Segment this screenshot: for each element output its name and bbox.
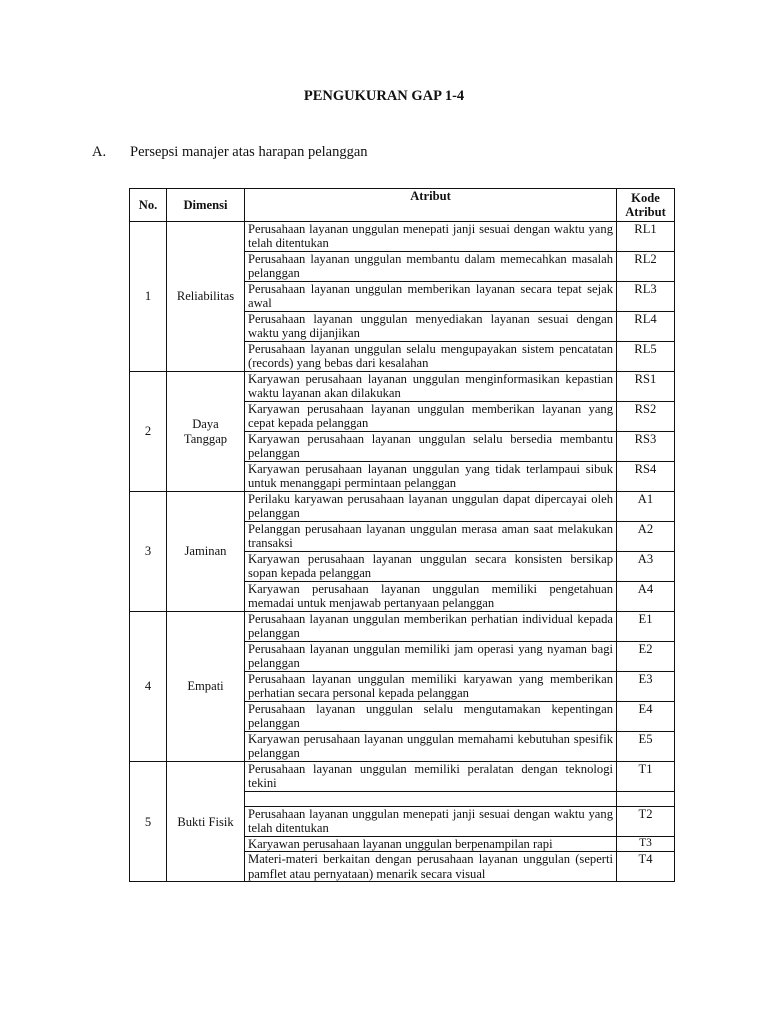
attribute-code: E4 (617, 702, 675, 732)
attribute-code: RS2 (617, 402, 675, 432)
group-dimension: Jaminan (167, 492, 245, 612)
group-dimension: Empati (167, 612, 245, 762)
table-row (130, 762, 675, 792)
attribute-text: Karyawan perusahaan layanan unggulan memberikan layanan yang cepat kepada pelanggan (245, 402, 617, 432)
attribute-text: Perusahaan layanan unggulan selalu mengupayakan sistem pencatatan (records) yang bebas dari kesalahan (245, 342, 617, 372)
attribute-code: A2 (617, 522, 675, 552)
attribute-code: E1 (617, 612, 675, 642)
header-atribut: Atribut (245, 189, 617, 222)
attribute-code: A1 (617, 492, 675, 522)
attribute-text: Perusahaan layanan unggulan memiliki peralatan dengan teknologi tekini (245, 762, 617, 792)
attribute-text: Perusahaan layanan unggulan menyediakan layanan sesuai dengan waktu yang dijanjikan (245, 312, 617, 342)
attribute-code: RS1 (617, 372, 675, 402)
attribute-text: Karyawan perusahaan layanan unggulan selalu bersedia membantu pelanggan (245, 432, 617, 462)
attribute-code: T3 (617, 837, 675, 852)
group-dimension: Daya Tanggap (167, 372, 245, 492)
attribute-code: T4 (617, 852, 675, 882)
group-dimension: Reliabilitas (167, 222, 245, 372)
attribute-code: E3 (617, 672, 675, 702)
attribute-code: RS4 (617, 462, 675, 492)
header-dimensi: Dimensi (167, 189, 245, 222)
attribute-code: T1 (617, 762, 675, 792)
attribute-text: Perusahaan layanan unggulan memberikan layanan secara tepat sejak awal (245, 282, 617, 312)
section-heading (92, 144, 368, 161)
attribute-text: Perusahaan layanan unggulan memberikan perhatian individual kepada pelanggan (245, 612, 617, 642)
attribute-text: Karyawan perusahaan layanan unggulan berpenampilan rapi (245, 837, 617, 852)
attribute-text: Perusahaan layanan unggulan memiliki jam operasi yang nyaman bagi pelanggan (245, 642, 617, 672)
attribute-code: RL3 (617, 282, 675, 312)
page-title: PENGUKURAN GAP 1-4 (303, 88, 465, 104)
attribute-text: Karyawan perusahaan layanan unggulan memahami kebutuhan spesifik pelanggan (245, 732, 617, 762)
attribute-text: Perusahaan layanan unggulan menepati janji sesuai dengan waktu yang telah ditentukan (245, 807, 617, 837)
table-row (130, 372, 675, 402)
section-letter: A. (92, 144, 107, 160)
spacer-cell (245, 792, 617, 807)
attribute-text: Karyawan perusahaan layanan unggulan memiliki pengetahuan memadai untuk menjawab pertanyaan pelanggan (245, 582, 617, 612)
header-kode: Kode Atribut (617, 189, 675, 222)
attribute-code: E2 (617, 642, 675, 672)
attribute-code: RL4 (617, 312, 675, 342)
attribute-code: RL1 (617, 222, 675, 252)
attribute-text: Pelanggan perusahaan layanan unggulan merasa aman saat melakukan transaksi (245, 522, 617, 552)
table-row (130, 612, 675, 642)
attribute-table (129, 188, 675, 882)
attribute-code: RL2 (617, 252, 675, 282)
attribute-text: Materi-materi berkaitan dengan perusahaan layanan unggulan (seperti pamflet atau pernyataan) menarik secara visual (245, 852, 617, 882)
attribute-text: Perusahaan layanan unggulan membantu dalam memecahkan masalah pelanggan (245, 252, 617, 282)
attribute-code: A4 (617, 582, 675, 612)
attribute-text: Perusahaan layanan unggulan menepati janji sesuai dengan waktu yang telah ditentukan (245, 222, 617, 252)
group-number: 5 (130, 762, 167, 882)
attribute-text: Karyawan perusahaan layanan unggulan yang tidak terlampaui sibuk untuk menanggapi permintaan pelanggan (245, 462, 617, 492)
attribute-code: E5 (617, 732, 675, 762)
attribute-text: Karyawan perusahaan layanan unggulan secara konsisten bersikap sopan kepada pelanggan (245, 552, 617, 582)
attribute-text: Karyawan perusahaan layanan unggulan menginformasikan kepastian waktu layanan akan dilakukan (245, 372, 617, 402)
group-dimension: Bukti Fisik (167, 762, 245, 882)
table-row (130, 492, 675, 522)
attribute-text: Perusahaan layanan unggulan selalu mengutamakan kepentingan pelanggan (245, 702, 617, 732)
attribute-code: A3 (617, 552, 675, 582)
group-number: 3 (130, 492, 167, 612)
group-number: 4 (130, 612, 167, 762)
group-number: 1 (130, 222, 167, 372)
attribute-text: Perilaku karyawan perusahaan layanan unggulan dapat dipercayai oleh pelanggan (245, 492, 617, 522)
group-number: 2 (130, 372, 167, 492)
attribute-code: T2 (617, 807, 675, 837)
table-row (130, 222, 675, 252)
attribute-code: RS3 (617, 432, 675, 462)
attribute-code: RL5 (617, 342, 675, 372)
spacer-cell (617, 792, 675, 807)
section-text: Persepsi manajer atas harapan pelanggan (130, 144, 368, 160)
table-header-row (130, 189, 675, 222)
header-no: No. (130, 189, 167, 222)
attribute-text: Perusahaan layanan unggulan memiliki karyawan yang memberikan perhatian secara personal kepada pelanggan (245, 672, 617, 702)
